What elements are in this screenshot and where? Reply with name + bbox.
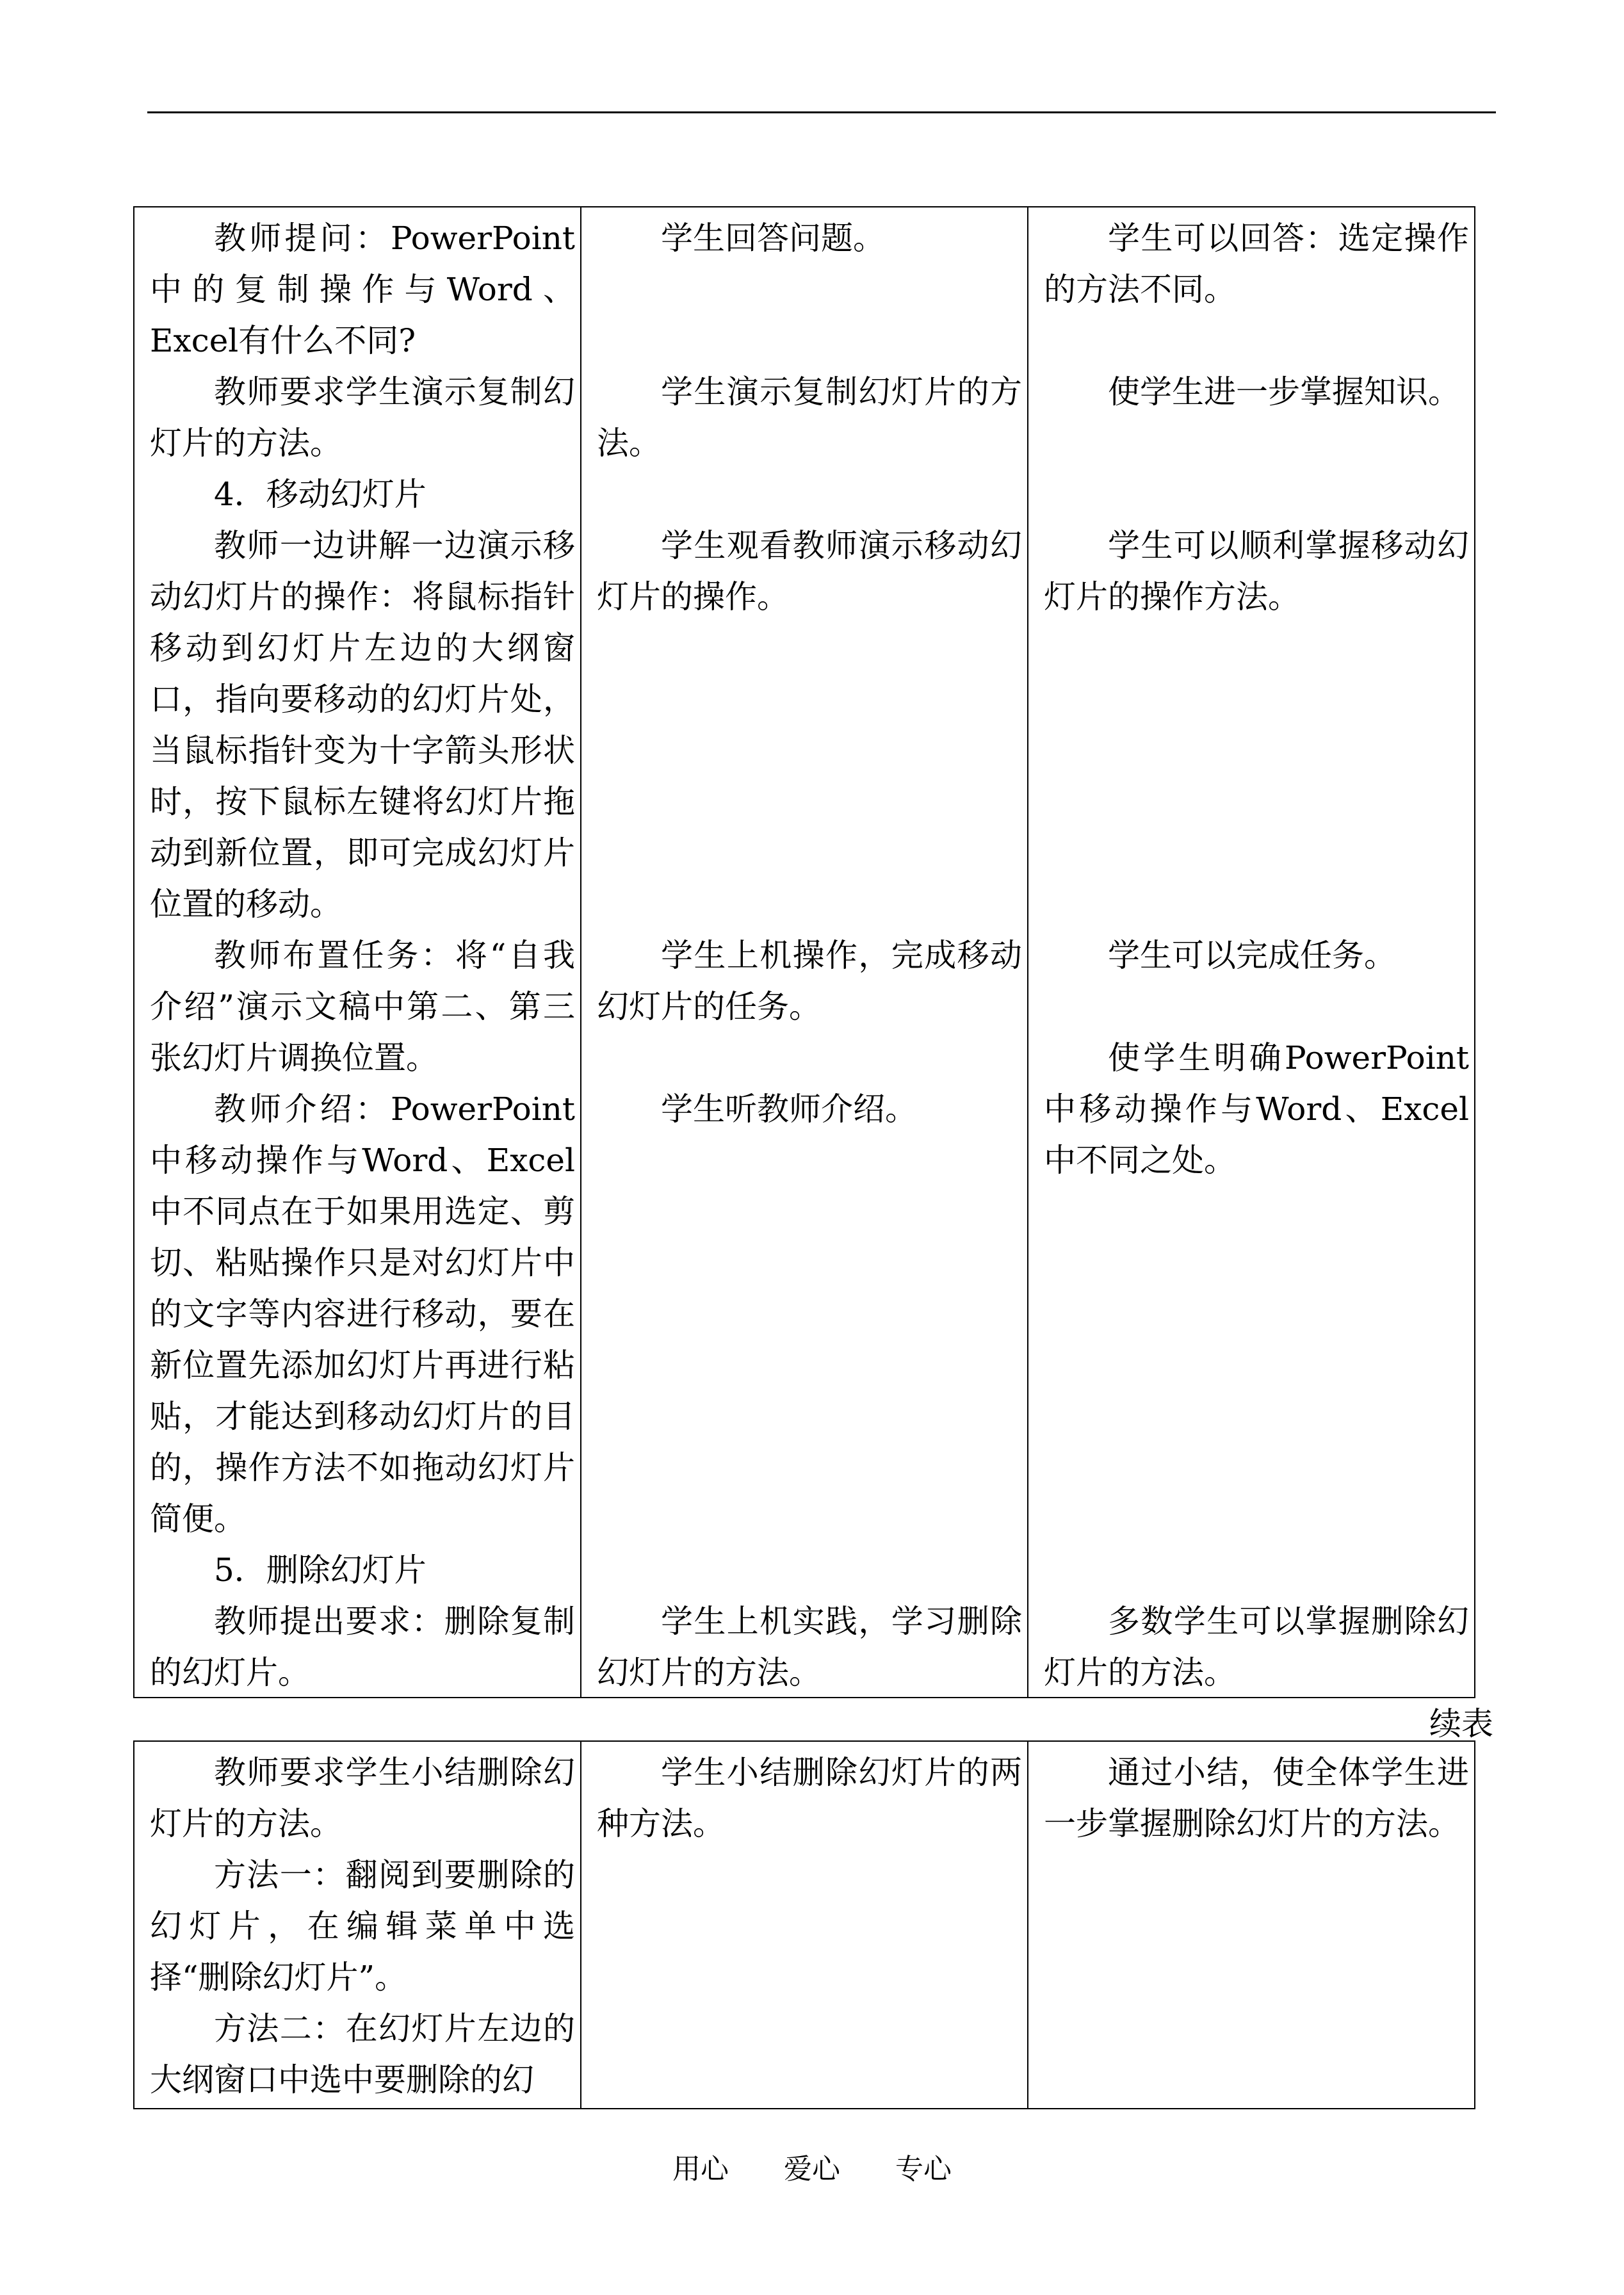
design-intent-cell [1028,207,1475,1698]
delete-method-two: 方法二：在幻灯片左边的大纲窗口中选中要删除的幻 [150,2010,575,2098]
teacher-request-delete: 教师提出要求：删除复制的幻灯片。 [150,1603,575,1691]
intent-master-move: 学生可以顺利掌握移动幻灯片的操作方法。 [1044,527,1469,615]
student-watch-move: 学生观看教师演示移动幻灯片的操作。 [597,527,1022,615]
student-demo-copy: 学生演示复制幻灯片的方法。 [597,373,1022,462]
teacher-summary-request: 教师要求学生小结删除幻灯片的方法。 [150,1754,575,1842]
intent-consolidate: 使学生进一步掌握知识。 [1108,373,1460,410]
footer-word: 专心 [895,2153,952,2186]
teacher-activity-cell [134,207,581,1698]
intent-answer: 学生可以回答：选定操作的方法不同。 [1044,220,1469,308]
student-summary: 学生小结删除幻灯片的两种方法。 [597,1754,1022,1842]
teacher-request-demo: 教师要求学生演示复制幻灯片的方法。 [150,373,575,462]
table-row [134,207,1475,1698]
student-practice-move: 学生上机操作，完成移动幻灯片的任务。 [597,937,1022,1025]
footer-word: 爱心 [784,2153,840,2186]
intent-master-delete: 多数学生可以掌握删除幻灯片的方法。 [1044,1603,1469,1691]
intent-complete-task: 学生可以完成任务。 [1108,937,1396,974]
design-intent-cell [1028,1741,1475,2109]
footer-word: 用心 [672,2153,729,2186]
section-heading-move: 4．移动幻灯片 [214,476,426,513]
teacher-introduce-diff: 教师介绍：PowerPoint中移动操作与Word、Excel中不同点在于如果用选定、剪切、粘贴操作只是对幻灯片中的文字等内容进行移动，要在新位置先添加幻灯片再进行粘贴，才能达到移动幻灯片的目的，操作方法不如拖动幻灯片简便。 [150,1091,575,1537]
page-footer [0,2144,1624,2195]
student-activity-cell [581,1741,1028,2109]
teacher-activity-cell [134,1741,581,2109]
lesson-table [133,206,1475,1698]
student-activity-cell [581,207,1028,1698]
section-heading-delete: 5．删除幻灯片 [214,1552,426,1589]
student-practice-delete: 学生上机实践，学习删除幻灯片的方法。 [597,1603,1022,1691]
student-listen: 学生听教师介绍。 [661,1091,917,1128]
intent-summary: 通过小结，使全体学生进一步掌握删除幻灯片的方法。 [1044,1754,1469,1842]
teacher-question-copy: 教师提问：PowerPoint中的复制操作与Word、Excel有什么不同? [150,220,575,359]
table-row [134,1741,1475,2109]
continued-table-label: 续表 [1429,1705,1493,1742]
teacher-explain-move: 教师一边讲解一边演示移动幻灯片的操作：将鼠标指针移动到幻灯片左边的大纲窗口，指向要移动的幻灯片处，当鼠标指针变为十字箭头形状时，按下鼠标左键将幻灯片拖动到新位置，即可完成幻灯片位置的移动。 [150,527,575,923]
header-rule [147,111,1496,113]
continued-lesson-table [133,1740,1475,2109]
delete-method-one: 方法一：翻阅到要删除的幻灯片，在编辑菜单中选择“删除幻灯片”。 [150,1856,575,1996]
student-answer: 学生回答问题。 [661,220,885,257]
teacher-assign-task: 教师布置任务：将“自我介绍”演示文稿中第二、第三张幻灯片调换位置。 [150,937,575,1076]
intent-clarify-diff: 使学生明确PowerPoint中移动操作与Word、Excel中不同之处。 [1044,1039,1469,1179]
